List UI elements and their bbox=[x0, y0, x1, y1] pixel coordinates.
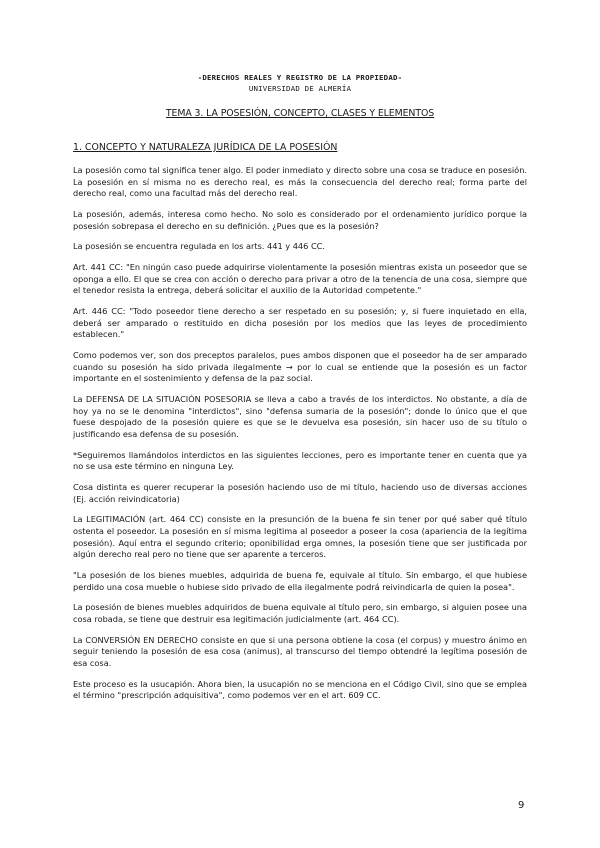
paragraph: La LEGITIMACIÓN (art. 464 CC) consiste en la presunción de la buena fe sin tener por qué saber qué título ostenta el poseedor. La posesión en sí misma legitima al poseedor a poseer la cosa (apariencia de la legítima posesión). Aquí entra el segundo criterio; oponibilidad erga omnes, la posesión tiene que ser justificada por algún derecho real pero no tiene que ser aparente a terceros. bbox=[73, 514, 527, 560]
paragraph: Cosa distinta es querer recuperar la posesión haciendo uso de mi título, haciendo uso de diversas acciones (Ej. acción reivindicatoria) bbox=[73, 481, 527, 504]
paragraph: Como podemos ver, son dos preceptos paralelos, pues ambos disponen que el poseedor ha de ser amparado cuando su posesión ha sido privada ilegalmente → por lo cual se entiende que la posesión es un factor importante en el sostenimiento y defensa de la paz social. bbox=[73, 350, 527, 384]
paragraph: La posesión de bienes muebles adquiridos de buena equivale al título pero, sin embargo, si alguien posee una cosa robada, se tiene que destruir esa legitimación judicialmente (art. 464 CC). bbox=[73, 602, 527, 624]
body-text bbox=[73, 165, 527, 711]
paragraph: La posesión se encuentra regulada en los arts. 441 y 446 CC. bbox=[73, 241, 325, 252]
paragraph: *Seguiremos llamándolos interdictos en las siguientes lecciones, pero es importante tener en cuenta que ya no se usa este término en ninguna Ley. bbox=[73, 449, 527, 472]
paragraph: Art. 446 CC: "Todo poseedor tiene derecho a ser respetado en su posesión; y, si fuere inquietado en ella, deberá ser amparado o restituido en dicha posesión por los medios que las leyes de procedimiento establecen." bbox=[73, 306, 527, 340]
paragraph: La posesión, además, interesa como hecho. No solo es considerado por el ordenamiento jurídico porque la posesión sobrepasa el derecho en su definición. ¿Pues que es la posesión? bbox=[73, 208, 527, 231]
paragraph: Este proceso es la usucapión. Ahora bien, la usucapión no se menciona en el Código Civil, sino que se emplea el término "prescripción adquisitiva", como podemos ver en el art. 609 CC. bbox=[73, 678, 527, 701]
university-header: UNIVERSIDAD DE ALMERÍA bbox=[248, 84, 352, 93]
page-number: 9 bbox=[518, 800, 525, 811]
course-header: -DERECHOS REALES Y REGISTRO DE LA PROPIEDAD- bbox=[197, 73, 403, 82]
paragraph: "La posesión de los bienes muebles, adquirida de buena fe, equivale al título. Sin embargo, el que hubiese perdido una cosa mueble o hubiese sido privado de ella ilegalmente podrá reivindicarla de quien la posea". bbox=[73, 569, 527, 592]
paragraph: Art. 441 CC: "En ningún caso puede adquirirse violentamente la posesión mientras exista un poseedor que se oponga a ello. El que se crea con acción o derecho para privar a otro de la tenencia de una cosa, siempre que el tenedor resista la entrega, deberá solicitar el auxilio de la Autoridad competente." bbox=[73, 262, 527, 296]
paragraph: La posesión como tal significa tener algo. El poder inmediato y directo sobre una cosa se traduce en posesión. La posesión en sí misma no es derecho real, es más la consecuencia del derecho real; forma parte del derecho real, como una facultad más del derecho real. bbox=[73, 165, 527, 199]
section-title: 1. CONCEPTO Y NATURALEZA JURÍDICA DE LA POSESIÓN bbox=[73, 142, 338, 153]
topic-title: TEMA 3. LA POSESIÓN, CONCEPTO, CLASES Y ELEMENTOS bbox=[165, 108, 435, 119]
paragraph: La CONVERSIÓN EN DERECHO consiste en que si una persona obtiene la cosa (el corpus) y muestro ánimo en seguir teniendo la posesión de esa cosa (animus), al transcurso del tiempo obtendré la legítima posesión de esa cosa. bbox=[73, 634, 527, 668]
paragraph: La DEFENSA DE LA SITUACIÓN POSESORIA se lleva a cabo a través de los interdictos. No obstante, a día de hoy ya no se le denomina "interdictos", sino "defensa sumaria de la posesión"; donde lo único que el que fuese despojado de la posesión quiere es que se le devuelva esa posesión, sin hacer uso de su título o justificando esa defensa de su posesión. bbox=[73, 394, 527, 439]
